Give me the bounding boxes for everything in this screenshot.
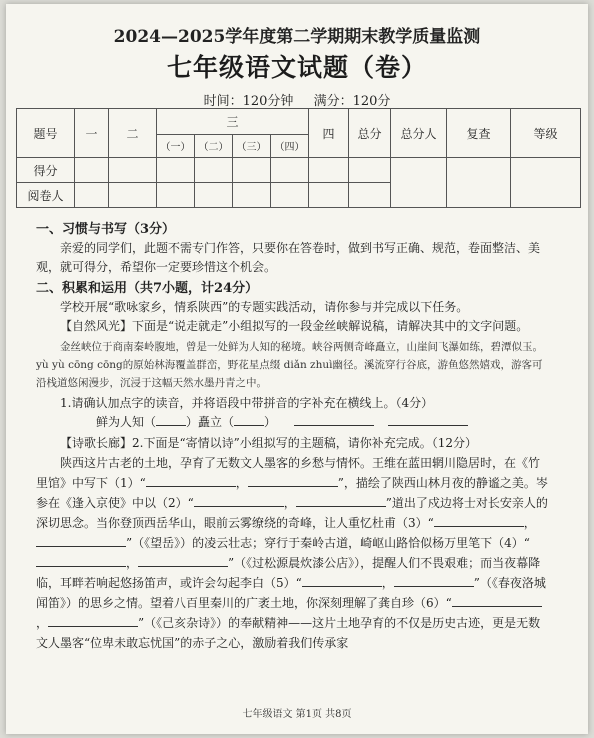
year-title: 2024—2025学年度第二学期期末教学质量监测: [113, 27, 481, 47]
answer-blank[interactable]: [452, 594, 542, 607]
sub-header-1: （一）: [157, 134, 195, 157]
row-label-score: 得分: [17, 158, 75, 183]
poem-text-3: ”（《望岳》）的凌云壮志；穿行于秦岭古道，崎岖山路恰似杨万里笔下（4）“: [126, 536, 530, 550]
section2-intro: 学校开展“歌咏家乡，情系陕西”的专题实践活动，请你参与并完成以下任务。: [60, 300, 469, 314]
nature-text: 下面是“说走就走”小组拟写的一段金丝峡解说稿，请解决其中的文字问题。: [132, 319, 529, 333]
poem-text-1b: ”，描绘了陕西山林月夜的静谧之美。岑参在《逢入京使》中以（2）“: [36, 476, 548, 510]
answer-blank[interactable]: [294, 413, 374, 426]
grade-cell[interactable]: [511, 158, 581, 208]
poem-paragraph: 陕西这片古老的土地，孕育了无数文人墨客的乡愁与情怀。王维在蓝田辋川隐居时，在《竹里馆》中写下（1）“ ， ”，描绘了陕西山林月夜的静谧之美。岑参在《逢入京使》中以（2）“ ， ”道出了戍边将士对长安亲人的深切思念。当你登顶西岳华山，眼前云雾缭绕的奇峰，让人重忆杜甫（3）“ ，”（《望岳》）的凌云壮志；穿行于秦岭古道，崎岖山路恰似杨万里笔下（4）“， ”（《过松源晨炊漆公店》），提醒人们不畏艰难；而当夜幕降临，耳畔若响起悠扬笛声，或许会勾起李白（5）“ ， ”（《春夜洛城闻笛》）的思乡之情。望着八百里秦川的广袤土地，你深刻理解了龚自珍（6）“， ”（《己亥杂诗》）的奉献精神——这片土地孕育的不仅是历史古迹，更是无数文人墨客“位卑未敢忘忧国”的赤子之心，激励着我们传承家: [36, 456, 548, 650]
header-part-2: 二: [109, 109, 157, 158]
header-part-4: 四: [309, 109, 349, 158]
score-cell[interactable]: [157, 158, 195, 183]
answer-blank[interactable]: [434, 514, 524, 527]
reviewer-cell[interactable]: [195, 183, 233, 208]
reviewer-cell[interactable]: [109, 183, 157, 208]
exam-meta: [6, 90, 588, 109]
poem-text-5: ”（《春夜洛城闻笛》）的思乡之情。望着八百里秦川的广袤土地，你深刻理解了龚自珍（6）“: [36, 576, 546, 610]
score-cell[interactable]: [271, 158, 309, 183]
exam-page: [6, 4, 588, 734]
header-grade: 等级: [511, 109, 581, 158]
question-1-answers: [36, 413, 550, 432]
nature-tag: 【自然风光】: [60, 319, 133, 333]
answer-blank[interactable]: [302, 574, 382, 587]
score-cell[interactable]: [349, 158, 391, 183]
section2-heading: 二、积累和运用（共7小题，计24分）: [36, 281, 259, 296]
poem-text-2: ”道出了戍边将士对长安亲人的深切思念。当你登顶西岳华山，眼前云雾缭绕的奇峰，让人重忆杜甫（3）“: [36, 496, 548, 530]
answer-blank[interactable]: [36, 554, 126, 567]
sub-header-3: （三）: [233, 134, 271, 157]
score-cell[interactable]: [309, 158, 349, 183]
scorer-cell[interactable]: [391, 158, 447, 208]
score-cell[interactable]: [195, 158, 233, 183]
exam-content: [36, 218, 550, 653]
question-2-text: 2.下面是“寄情以诗”小组拟写的主题稿，请你补充完成。（12分）: [132, 436, 478, 450]
score-table: [16, 108, 581, 208]
row-label-reviewer: 阅卷人: [17, 183, 75, 208]
poem-tag: 【诗歌长廊】: [60, 436, 133, 450]
reviewer-cell[interactable]: [75, 183, 109, 208]
question-2: [36, 434, 550, 453]
poem-text-6: ”（《己亥杂诗》）的奉献精神——这片土地孕育的不仅是历史古迹，更是无数文人墨客“位卑未敢忘忧国”的赤子之心，激励着我们传承家: [36, 616, 541, 650]
question-1: 1.请确认加点字的读音，并将语段中带拼音的字补充在横线上。（4分）: [60, 396, 434, 410]
q1-item-b: ）矗立（: [186, 415, 235, 429]
time-label: 时间：120分钟: [203, 94, 294, 109]
section1-text: 亲爱的同学们，此题不需专门作答，只要你在答卷时，做到书写正确、规范，卷面整洁、美观，就可得分，希望你一定要珍惜这个机会。: [36, 241, 541, 274]
header-total: 总分: [349, 109, 391, 158]
answer-blank[interactable]: [394, 574, 474, 587]
reviewer-cell[interactable]: [271, 183, 309, 208]
reviewer-cell[interactable]: [157, 183, 195, 208]
reviewer-cell[interactable]: [349, 183, 391, 208]
answer-blank[interactable]: [388, 413, 468, 426]
review-cell[interactable]: [447, 158, 511, 208]
header-question: 题号: [17, 109, 75, 158]
header-part-3: 三: [157, 109, 309, 135]
reviewer-cell[interactable]: [309, 183, 349, 208]
sub-header-4: （四）: [271, 134, 309, 157]
answer-blank[interactable]: [194, 494, 284, 507]
answer-blank[interactable]: [248, 474, 338, 487]
header-review: 复查: [447, 109, 511, 158]
exam-title: 七年级语文试题（卷）: [166, 53, 427, 82]
score-cell[interactable]: [233, 158, 271, 183]
poem-text-4: ”（《过松源晨炊漆公店》），提醒人们不畏艰难；而当夜幕降临，耳畔若响起悠扬笛声，或许会勾起李白（5）“: [36, 556, 541, 590]
answer-blank[interactable]: [146, 474, 236, 487]
reviewer-cell[interactable]: [233, 183, 271, 208]
jinsixia-passage: 金丝峡位于商南秦岭腹地，曾是一处鲜为人知的秘境。峡谷两侧奇峰矗立，山崖间飞瀑如练，碧潭似玉。yù yù cōng cōng的原始林海覆盖群峦，野花星点缀 diǎn zhuì幽径。溪流穿行谷底，游鱼悠然嬉戏，游客可沿栈道悠闲漫步，沉浸于这幅天然水墨丹青之中。: [36, 341, 543, 389]
section1-heading: 一、习惯与书写（3分）: [36, 222, 176, 237]
score-row: [17, 158, 581, 183]
q1-item-c: ）: [264, 415, 277, 429]
answer-blank[interactable]: [48, 614, 138, 627]
nature-prompt: [36, 317, 550, 336]
answer-blank[interactable]: [138, 554, 228, 567]
score-label: 满分：120分: [313, 94, 391, 109]
q1-item-a: 鲜为人知（: [96, 415, 157, 429]
header-part-1: 一: [75, 109, 109, 158]
score-cell[interactable]: [75, 158, 109, 183]
score-cell[interactable]: [109, 158, 157, 183]
sub-header-2: （二）: [195, 134, 233, 157]
answer-blank[interactable]: [36, 534, 126, 547]
answer-blank[interactable]: [156, 413, 186, 426]
answer-blank[interactable]: [234, 413, 264, 426]
page-footer: 七年级语文 第1页 共8页: [242, 709, 352, 720]
answer-blank[interactable]: [296, 494, 386, 507]
poem-text-1: 陕西这片古老的土地，孕育了无数文人墨客的乡愁与情怀。王维在蓝田辋川隐居时，在《竹里馆》中写下（1）“: [36, 456, 541, 490]
header-scorer: 总分人: [391, 109, 447, 158]
